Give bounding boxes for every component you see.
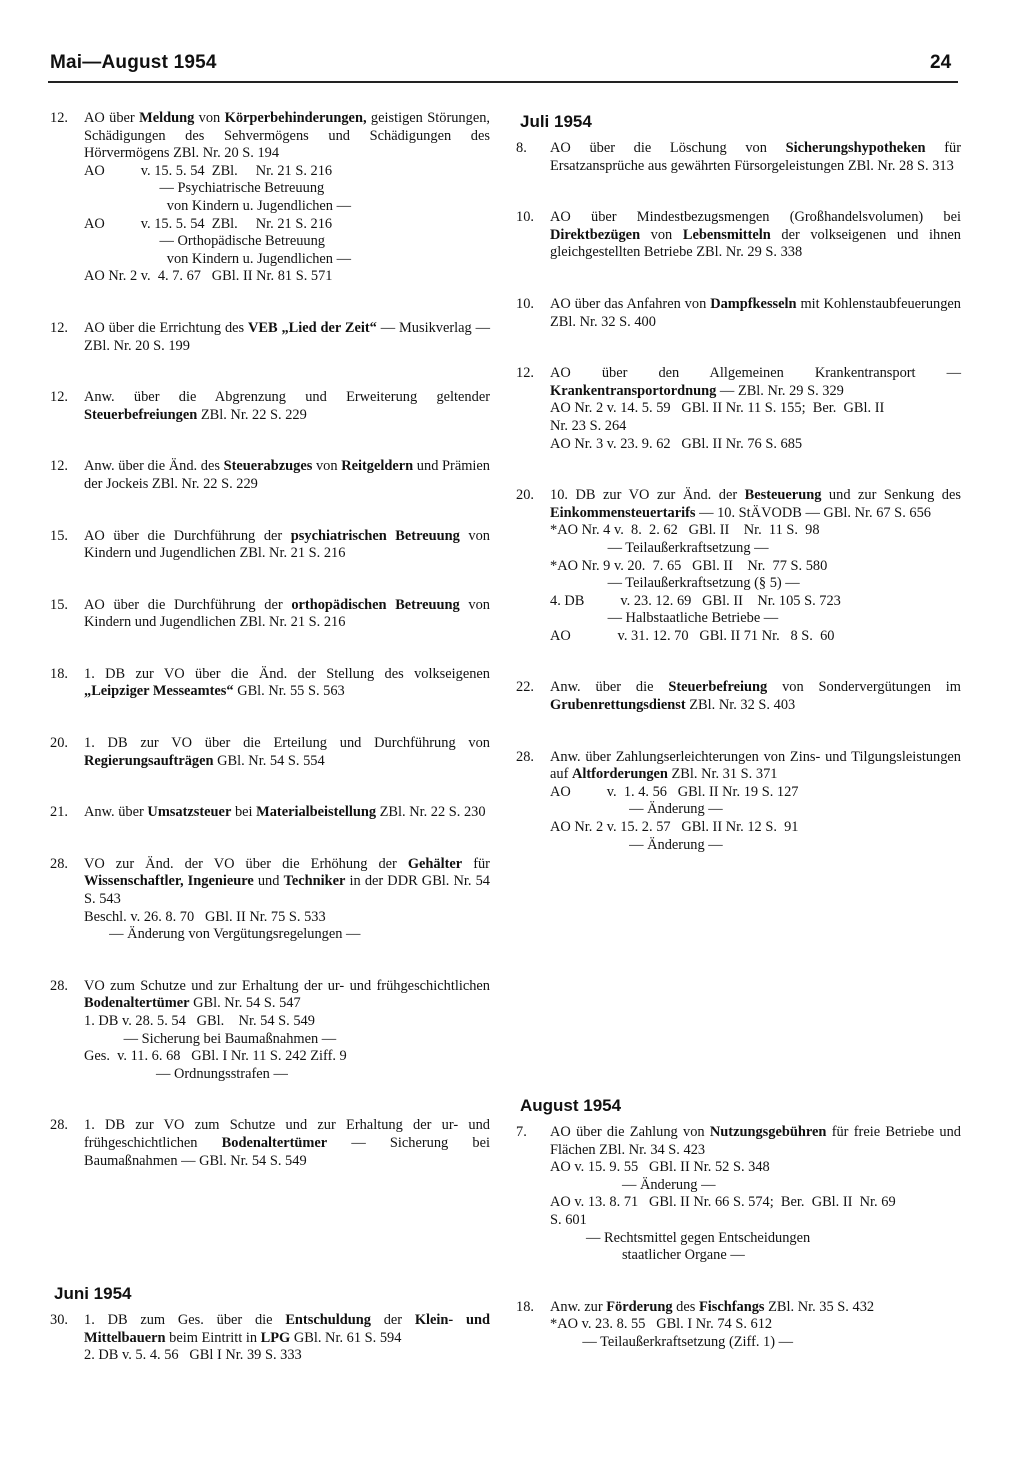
entry-body	[550, 1124, 961, 1265]
entry-day: 20.	[516, 487, 534, 504]
entry-day: 28.	[50, 855, 68, 872]
entry-amendment-line: — Teilaußerkraftsetzung (§ 5) —	[550, 575, 800, 592]
entry-amendment-line: — Teilaußerkraftsetzung (Ziff. 1) —	[550, 1333, 794, 1350]
entry-amendment-line: — Psychiatrische Betreuung	[84, 180, 325, 197]
register-entry	[50, 735, 490, 770]
entry-amendment-line: von Kindern u. Jugendlichen —	[84, 250, 351, 267]
august-entries	[516, 1124, 961, 1352]
entry-amendment-line: AO v. 13. 8. 71 GBl. II Nr. 66 S. 574; Ber. GBl. II Nr. 69	[550, 1194, 896, 1211]
entry-day: 28.	[516, 748, 534, 765]
entry-body	[550, 209, 961, 262]
entry-day: 15.	[50, 527, 68, 544]
month-heading-juli: Juli 1954	[520, 112, 592, 131]
entry-amendment-line: — Teilaußerkraftsetzung —	[550, 539, 769, 556]
register-entry	[50, 666, 490, 701]
entry-day: 15.	[50, 596, 68, 613]
register-entry	[516, 679, 961, 714]
entry-body	[550, 679, 961, 714]
entry-text: 1. DB zur VO zum Schutze und zur Erhaltung der ur- und frühgeschichtlichen Bodenaltertümer — Sicherung bei Baumaßnahmen — GBl. Nr. 54 S. 549	[84, 1117, 490, 1169]
entry-body	[84, 978, 490, 1084]
entry-body	[550, 140, 961, 175]
entry-amendment-line: AO v. 15. 9. 55 GBl. II Nr. 52 S. 348	[550, 1159, 770, 1176]
entry-amendment-line: — Änderung —	[550, 801, 723, 818]
entry-amendment-line: 1. DB v. 28. 5. 54 GBl. Nr. 54 S. 549	[84, 1013, 315, 1029]
register-entry	[516, 296, 961, 331]
entry-text: Anw. über Umsatzsteuer bei Materialbeistellung ZBl. Nr. 22 S. 230	[84, 804, 486, 821]
entry-amendment-line: 4. DB v. 23. 12. 69 GBl. II Nr. 105 S. 723	[550, 592, 841, 609]
entry-amendment-line: von Kindern u. Jugendlichen —	[84, 197, 351, 214]
register-entry	[516, 140, 961, 175]
entry-amendment-line: AO Nr. 2 v. 4. 7. 67 GBl. II Nr. 81 S. 571	[84, 268, 333, 285]
running-header-title: Mai—August 1954	[50, 52, 217, 73]
entry-amendment-line: — Halbstaatliche Betriebe —	[550, 610, 779, 627]
entry-amendment-line: 2. DB v. 5. 4. 56 GBl I Nr. 39 S. 333	[84, 1347, 302, 1364]
register-entry	[516, 1299, 961, 1352]
register-entry	[50, 320, 490, 355]
entry-amendment-line: — Ordnungsstrafen —	[84, 1065, 288, 1082]
entry-amendment-line: — Änderung —	[550, 836, 723, 853]
entry-amendment-line: Ges. v. 11. 6. 68 GBl. I Nr. 11 S. 242 Ziff. 9	[84, 1048, 347, 1065]
entry-day: 12.	[50, 319, 68, 336]
entry-text: 1. DB zum Ges. über die Entschuldung der Klein- und Mittelbauern beim Eintritt in LPG GBl. Nr. 61 S. 594	[84, 1312, 490, 1346]
mai-entries	[50, 110, 490, 1170]
entry-day: 22.	[516, 679, 534, 696]
entry-text: AO über das Anfahren von Dampfkesseln mit Kohlenstaubfeuerungen ZBl. Nr. 32 S. 400	[550, 295, 962, 330]
entry-amendment-line: Beschl. v. 26. 8. 70 GBl. II Nr. 75 S. 533	[84, 908, 326, 925]
entry-amendment-line: AO v. 15. 5. 54 ZBl. Nr. 21 S. 216	[84, 215, 333, 232]
entry-body	[84, 320, 490, 355]
entry-body	[550, 487, 961, 645]
entry-text: AO über Meldung von Körperbehinderungen, geistigen Störungen, Schädigungen des Sehvermögens und Schädigungen des Hörvermögens ZBl. Nr. 20 S. 194	[84, 110, 490, 162]
entry-text: 1. DB zur VO über die Erteilung und Durchführung von Regierungsaufträgen GBl. Nr. 54 S. 554	[84, 735, 490, 769]
entry-text: Anw. zur Förderung des Fischfangs ZBl. Nr. 35 S. 432	[550, 1298, 875, 1315]
entry-text: Anw. über die Änd. des Steuerabzuges von Reitgeldern und Prämien der Jockeis ZBl. Nr. 22 S. 229	[84, 458, 490, 492]
entry-amendment-line: AO Nr. 3 v. 23. 9. 62 GBl. II Nr. 76 S. 685	[550, 435, 803, 452]
entry-body	[84, 1117, 490, 1170]
entry-text: AO über die Durchführung der psychiatrischen Betreuung von Kindern und Jugendlichen ZBl. Nr. 21 S. 216	[84, 527, 490, 562]
entry-text: Anw. über Zahlungserleichterungen von Zins- und Tilgungsleistungen auf Altforderungen ZBl. Nr. 31 S. 371	[550, 748, 961, 783]
entry-text: AO über die Löschung von Sicherungshypotheken für Ersatzansprüche aus gewährten Fürsorgeleistungen ZBl. Nr. 28 S. 313	[550, 140, 961, 174]
entry-day: 10.	[516, 209, 534, 226]
entry-amendment-line: — Änderung von Vergütungsregelungen —	[84, 926, 361, 943]
register-entry	[516, 749, 961, 855]
register-entry	[50, 528, 490, 563]
entry-amendment-line: AO Nr. 2 v. 15. 2. 57 GBl. II Nr. 12 S. 91	[550, 819, 799, 836]
entry-text: AO über Mindestbezugsmengen (Großhandelsvolumen) bei Direktbezügen von Lebensmitteln der volkseigenen und ihnen gleichgestellten Betriebe ZBl. Nr. 29 S. 338	[550, 209, 961, 261]
entry-day: 8.	[516, 140, 527, 156]
entry-amendment-line: AO v. 15. 5. 54 ZBl. Nr. 21 S. 216	[84, 162, 333, 179]
register-entry	[516, 487, 961, 645]
register-entry	[516, 209, 961, 262]
entry-body	[84, 666, 490, 701]
entry-text: VO zum Schutze und zur Erhaltung der ur- und frühgeschichtlichen Bodenaltertümer GBl. Nr. 54 S. 547	[84, 977, 490, 1012]
entry-body	[550, 296, 961, 331]
register-entry	[50, 804, 490, 822]
entry-body	[550, 1299, 961, 1352]
entry-body	[84, 458, 490, 493]
juni-entries	[50, 1312, 490, 1365]
entry-body	[84, 1312, 490, 1365]
entry-day: 12.	[50, 110, 68, 126]
entry-text: AO über die Errichtung des VEB „Lied der Zeit“ — Musikverlag — ZBl. Nr. 20 S. 199	[84, 319, 490, 354]
entry-text: Anw. über die Abgrenzung und Erweiterung geltender Steuerbefreiungen ZBl. Nr. 22 S. 229	[84, 389, 490, 423]
entry-amendment-line: — Orthopädische Betreuung	[84, 233, 326, 250]
entry-text: Anw. über die Steuerbefreiung von Sondervergütungen im Grubenrettungsdienst ZBl. Nr. 32 S. 403	[550, 679, 961, 714]
entry-body	[84, 389, 490, 424]
entry-day: 12.	[50, 458, 68, 475]
entry-text: 1. DB zur VO über die Änd. der Stellung des volkseigenen „Leipziger Messeamtes“ GBl. Nr. 55 S. 563	[84, 665, 490, 700]
register-entry	[50, 389, 490, 424]
entry-body	[550, 365, 961, 453]
entry-body	[84, 597, 490, 632]
entry-day: 12.	[50, 389, 68, 406]
register-entry	[50, 978, 490, 1084]
register-entry	[516, 365, 961, 453]
register-entry	[50, 1312, 490, 1365]
entry-amendment-line: S. 601	[550, 1211, 587, 1228]
entry-body	[84, 735, 490, 770]
entry-amendment-line: *AO v. 23. 8. 55 GBl. I Nr. 74 S. 612	[550, 1316, 773, 1333]
entry-amendment-line: — Sicherung bei Baumaßnahmen —	[84, 1030, 337, 1047]
entry-amendment-line: staatlicher Organe —	[550, 1247, 745, 1264]
left-column	[50, 110, 490, 1364]
entry-body	[84, 528, 490, 563]
entry-day: 18.	[50, 665, 68, 682]
entry-day: 10.	[516, 295, 534, 312]
juni-section	[50, 1284, 490, 1365]
entry-body	[550, 749, 961, 855]
entry-amendment-line: Nr. 23 S. 264	[550, 417, 627, 434]
header-rule	[48, 81, 958, 83]
right-column	[516, 110, 962, 1350]
entry-day: 28.	[50, 977, 68, 994]
register-entry	[50, 458, 490, 493]
entry-amendment-line: AO v. 1. 4. 56 GBl. II Nr. 19 S. 127	[550, 783, 799, 800]
entry-amendment-line: AO v. 31. 12. 70 GBl. II 71 Nr. 8 S. 60	[550, 627, 835, 644]
entry-amendment-line: *AO Nr. 9 v. 20. 7. 65 GBl. II Nr. 77 S. 580	[550, 557, 828, 574]
register-entry	[50, 1117, 490, 1170]
entry-amendment-line: — Rechtsmittel gegen Entscheidungen	[550, 1229, 811, 1246]
entry-body	[84, 856, 490, 944]
register-entry	[50, 856, 490, 944]
month-heading-juni: Juni 1954	[54, 1284, 132, 1303]
august-section	[516, 1096, 961, 1352]
entry-text: VO zur Änd. der VO über die Erhöhung der Gehälter für Wissenschaftler, Ingenieure und Techniker in der DDR GBl. Nr. 54 S. 543	[84, 855, 490, 908]
register-entry	[516, 1124, 961, 1265]
entry-text: AO über die Durchführung der orthopädischen Betreuung von Kindern und Jugendlichen ZBl. Nr. 21 S. 216	[84, 596, 490, 631]
register-entry	[50, 597, 490, 632]
entry-day: 20.	[50, 735, 68, 752]
register-entry	[50, 110, 490, 286]
entry-day: 7.	[516, 1124, 527, 1140]
entry-body	[84, 110, 490, 286]
entry-text: 10. DB zur VO zur Änd. der Besteuerung und zur Senkung des Einkommensteuertarifs — 10. StÄVODB — GBl. Nr. 67 S. 656	[550, 487, 961, 521]
page-number: 24	[930, 52, 952, 73]
month-heading-august: August 1954	[520, 1096, 622, 1115]
entry-day: 18.	[516, 1298, 534, 1315]
entry-amendment-line: *AO Nr. 4 v. 8. 2. 62 GBl. II Nr. 11 S. 98	[550, 522, 820, 539]
entry-day: 12.	[516, 365, 534, 382]
entry-body	[84, 804, 490, 822]
juli-entries	[516, 140, 961, 854]
entry-day: 21.	[50, 804, 68, 821]
entry-amendment-line: AO Nr. 2 v. 14. 5. 59 GBl. II Nr. 11 S. 155; Ber. GBl. II	[550, 400, 885, 417]
entry-day: 30.	[50, 1312, 68, 1328]
entry-day: 28.	[50, 1117, 68, 1134]
entry-text: AO über den Allgemeinen Krankentransport — Krankentransportordnung — ZBl. Nr. 29 S. 329	[550, 365, 961, 399]
entry-text: AO über die Zahlung von Nutzungsgebühren für freie Betriebe und Flächen ZBl. Nr. 34 S. 423	[550, 1124, 962, 1158]
entry-amendment-line: — Änderung —	[550, 1176, 716, 1193]
